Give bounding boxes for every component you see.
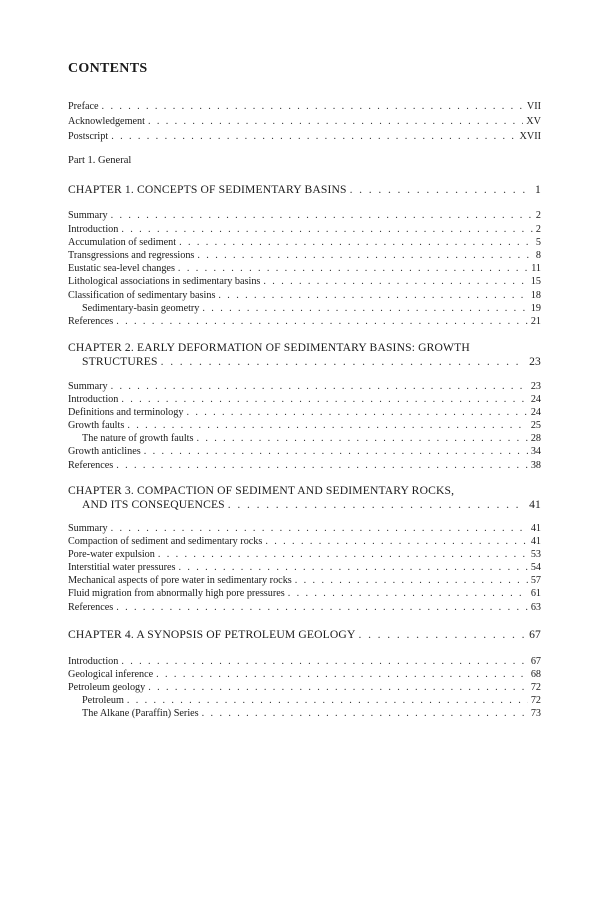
- toc-entry[interactable]: Summary . . . 23: [68, 381, 541, 392]
- toc-entry-acknowledgement[interactable]: Acknowledgement . . . XV: [68, 116, 541, 127]
- toc-subentry[interactable]: Sedimentary-basin geometry . . . 19: [82, 303, 541, 314]
- toc-entry[interactable]: Pore-water expulsion . . . 53: [68, 549, 541, 560]
- toc-subentry[interactable]: The nature of growth faults . . . 28: [82, 433, 541, 444]
- toc-entry[interactable]: References . . . 38: [68, 460, 541, 471]
- toc-entry[interactable]: Lithological associations in sedimentary basins . . . 15: [68, 276, 541, 287]
- chapter-3-heading-line2[interactable]: AND ITS CONSEQUENCES . . . 41: [68, 498, 541, 511]
- toc-entry[interactable]: References . . . 63: [68, 602, 541, 613]
- toc-entry[interactable]: Fluid migration from abnormally high pore pressures . . . 61: [68, 588, 541, 599]
- chapter-1-heading[interactable]: CHAPTER 1. CONCEPTS OF SEDIMENTARY BASINS . . . 1: [68, 183, 541, 196]
- toc-entry[interactable]: Geological inference . . . 68: [68, 669, 541, 680]
- toc-entry[interactable]: Growth anticlines . . . 34: [68, 446, 541, 457]
- part-heading: Part 1. General: [68, 155, 132, 166]
- chapter-4-heading[interactable]: CHAPTER 4. A SYNOPSIS OF PETROLEUM GEOLOGY . . . 67: [68, 628, 541, 641]
- toc-entry[interactable]: Summary . . . 2: [68, 210, 541, 221]
- toc-entry[interactable]: Mechanical aspects of pore water in sedimentary rocks . . . 57: [68, 575, 541, 586]
- toc-entry-preface[interactable]: Preface . . . VII: [68, 101, 541, 112]
- chapter-3-heading-line1[interactable]: CHAPTER 3. COMPACTION OF SEDIMENT AND SEDIMENTARY ROCKS,: [68, 484, 455, 497]
- toc-entry[interactable]: Transgressions and regressions . . . 8: [68, 250, 541, 261]
- toc-subentry[interactable]: The Alkane (Paraffin) Series . . . 73: [82, 708, 541, 719]
- toc-entry[interactable]: Eustatic sea-level changes . . . 11: [68, 263, 541, 274]
- toc-entry[interactable]: Introduction . . . 67: [68, 656, 541, 667]
- toc-entry[interactable]: Growth faults . . . 25: [68, 420, 541, 431]
- chapter-2-heading-line2[interactable]: STRUCTURES . . . 23: [68, 355, 541, 368]
- toc-subentry[interactable]: Petroleum . . . 72: [82, 695, 541, 706]
- page-title: CONTENTS: [68, 61, 148, 76]
- toc-entry[interactable]: References . . . 21: [68, 316, 541, 327]
- toc-entry[interactable]: Compaction of sediment and sedimentary rocks . . . 41: [68, 536, 541, 547]
- chapter-2-heading-line1[interactable]: CHAPTER 2. EARLY DEFORMATION OF SEDIMENTARY BASINS: GROWTH: [68, 341, 470, 354]
- toc-entry[interactable]: Introduction . . . 2: [68, 224, 541, 235]
- toc-entry[interactable]: Definitions and terminology . . . 24: [68, 407, 541, 418]
- toc-entry[interactable]: Introduction . . . 24: [68, 394, 541, 405]
- toc-entry-postscript[interactable]: Postscript . . . XVII: [68, 131, 541, 142]
- toc-entry[interactable]: Accumulation of sediment . . . 5: [68, 237, 541, 248]
- toc-entry[interactable]: Summary . . . 41: [68, 523, 541, 534]
- toc-entry[interactable]: Petroleum geology . . . 72: [68, 682, 541, 693]
- toc-entry[interactable]: Interstitial water pressures . . . 54: [68, 562, 541, 573]
- toc-entry[interactable]: Classification of sedimentary basins . . . 18: [68, 290, 541, 301]
